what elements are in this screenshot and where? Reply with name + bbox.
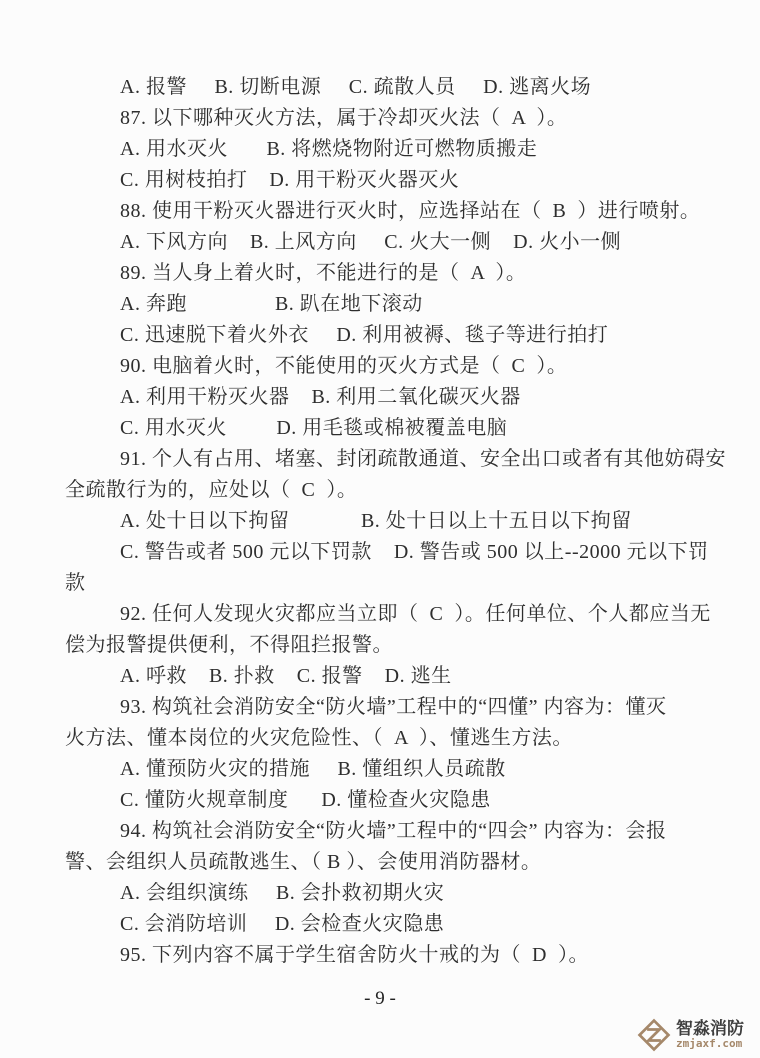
q89-options-ab-line: A. 奔跑 B. 趴在地下滚动	[120, 293, 423, 315]
q94-options-cd-line: C. 会消防培训 D. 会检查火灾隐患	[120, 913, 445, 935]
q92-question-line-2: 偿为报警提供便利，不得阻拦报警。	[65, 634, 393, 656]
q87-options-ab-line: A. 用水灭火 B. 将燃烧物附近可燃物质搬走	[120, 138, 538, 160]
q90-question-line: 90. 电脑着火时，不能使用的灭火方式是（ C ）。	[120, 355, 568, 377]
q87-options-cd-line: C. 用树枝拍打 D. 用干粉灭火器灭火	[120, 169, 460, 191]
q90-options-ab-line: A. 利用干粉灭火器 B. 利用二氧化碳灭火器	[120, 386, 521, 408]
brand-domain: zmjaxf.com	[676, 1037, 743, 1051]
q88-question-line: 88. 使用干粉灭火器进行灭火时，应选择站在（ B ）进行喷射。	[120, 200, 701, 222]
q95-question-line: 95. 下列内容不属于学生宿舍防火十戒的为（ D ）。	[120, 944, 589, 966]
q92-question-line-1: 92. 任何人发现火灾都应当立即（ C ）。任何单位、个人都应当无	[120, 603, 711, 625]
q91-options-ab-line: A. 处十日以下拘留 B. 处十日以上十五日以下拘留	[120, 510, 632, 532]
q93-question-line-1: 93. 构筑社会消防安全“防火墙”工程中的“四懂” 内容为：懂灭	[120, 696, 667, 718]
question-list	[65, 72, 730, 971]
q94-question-line-2: 警、会组织人员疏散逃生、（ B ）、会使用消防器材。	[65, 851, 542, 873]
brand-name: 智淼消防	[676, 1019, 744, 1039]
q93-options-cd-line: C. 懂防火规章制度 D. 懂检查火灾隐患	[120, 789, 491, 811]
q88-options-line: A. 下风方向 B. 上风方向 C. 火大一侧 D. 火小一侧	[120, 231, 622, 253]
q87-question-line: 87. 以下哪种灭火方法，属于冷却灭火法（ A ）。	[120, 107, 568, 129]
page-number: - 9 -	[364, 988, 396, 1009]
q91-question-line-2: 全疏散行为的，应处以（ C ）。	[65, 479, 358, 501]
brand-watermark	[637, 1018, 744, 1052]
diamond-z-brand-icon	[637, 1018, 671, 1052]
q90-options-cd-line: C. 用水灭火 D. 用毛毯或棉被覆盖电脑	[120, 417, 508, 439]
q93-options-ab-line: A. 懂预防火灾的措施 B. 懂组织人员疏散	[120, 758, 506, 780]
q93-question-line-2: 火方法、懂本岗位的火灾危险性、（ A ）、懂逃生方法。	[65, 727, 573, 749]
q94-question-line-1: 94. 构筑社会消防安全“防火墙”工程中的“四会” 内容为：会报	[120, 820, 667, 842]
brand-text-block	[676, 1020, 744, 1049]
q94-options-ab-line: A. 会组织演练 B. 会扑救初期火灾	[120, 882, 445, 904]
q89-options-cd-line: C. 迅速脱下着火外衣 D. 利用被褥、毯子等进行拍打	[120, 324, 609, 346]
q89-question-line: 89. 当人身上着火时，不能进行的是（ A ）。	[120, 262, 527, 284]
q91-question-line-1: 91. 个人有占用、堵塞、封闭疏散通道、安全出口或者有其他妨碍安	[120, 448, 726, 470]
q91-options-cd-line-2: 款	[65, 572, 86, 594]
q92-options-line: A. 呼救 B. 扑救 C. 报警 D. 逃生	[120, 665, 452, 687]
q91-options-cd-line-1: C. 警告或者 500 元以下罚款 D. 警告或 500 以上--2000 元以下罚	[120, 541, 709, 563]
q86-options-line: A. 报警 B. 切断电源 C. 疏散人员 D. 逃离火场	[120, 76, 592, 98]
